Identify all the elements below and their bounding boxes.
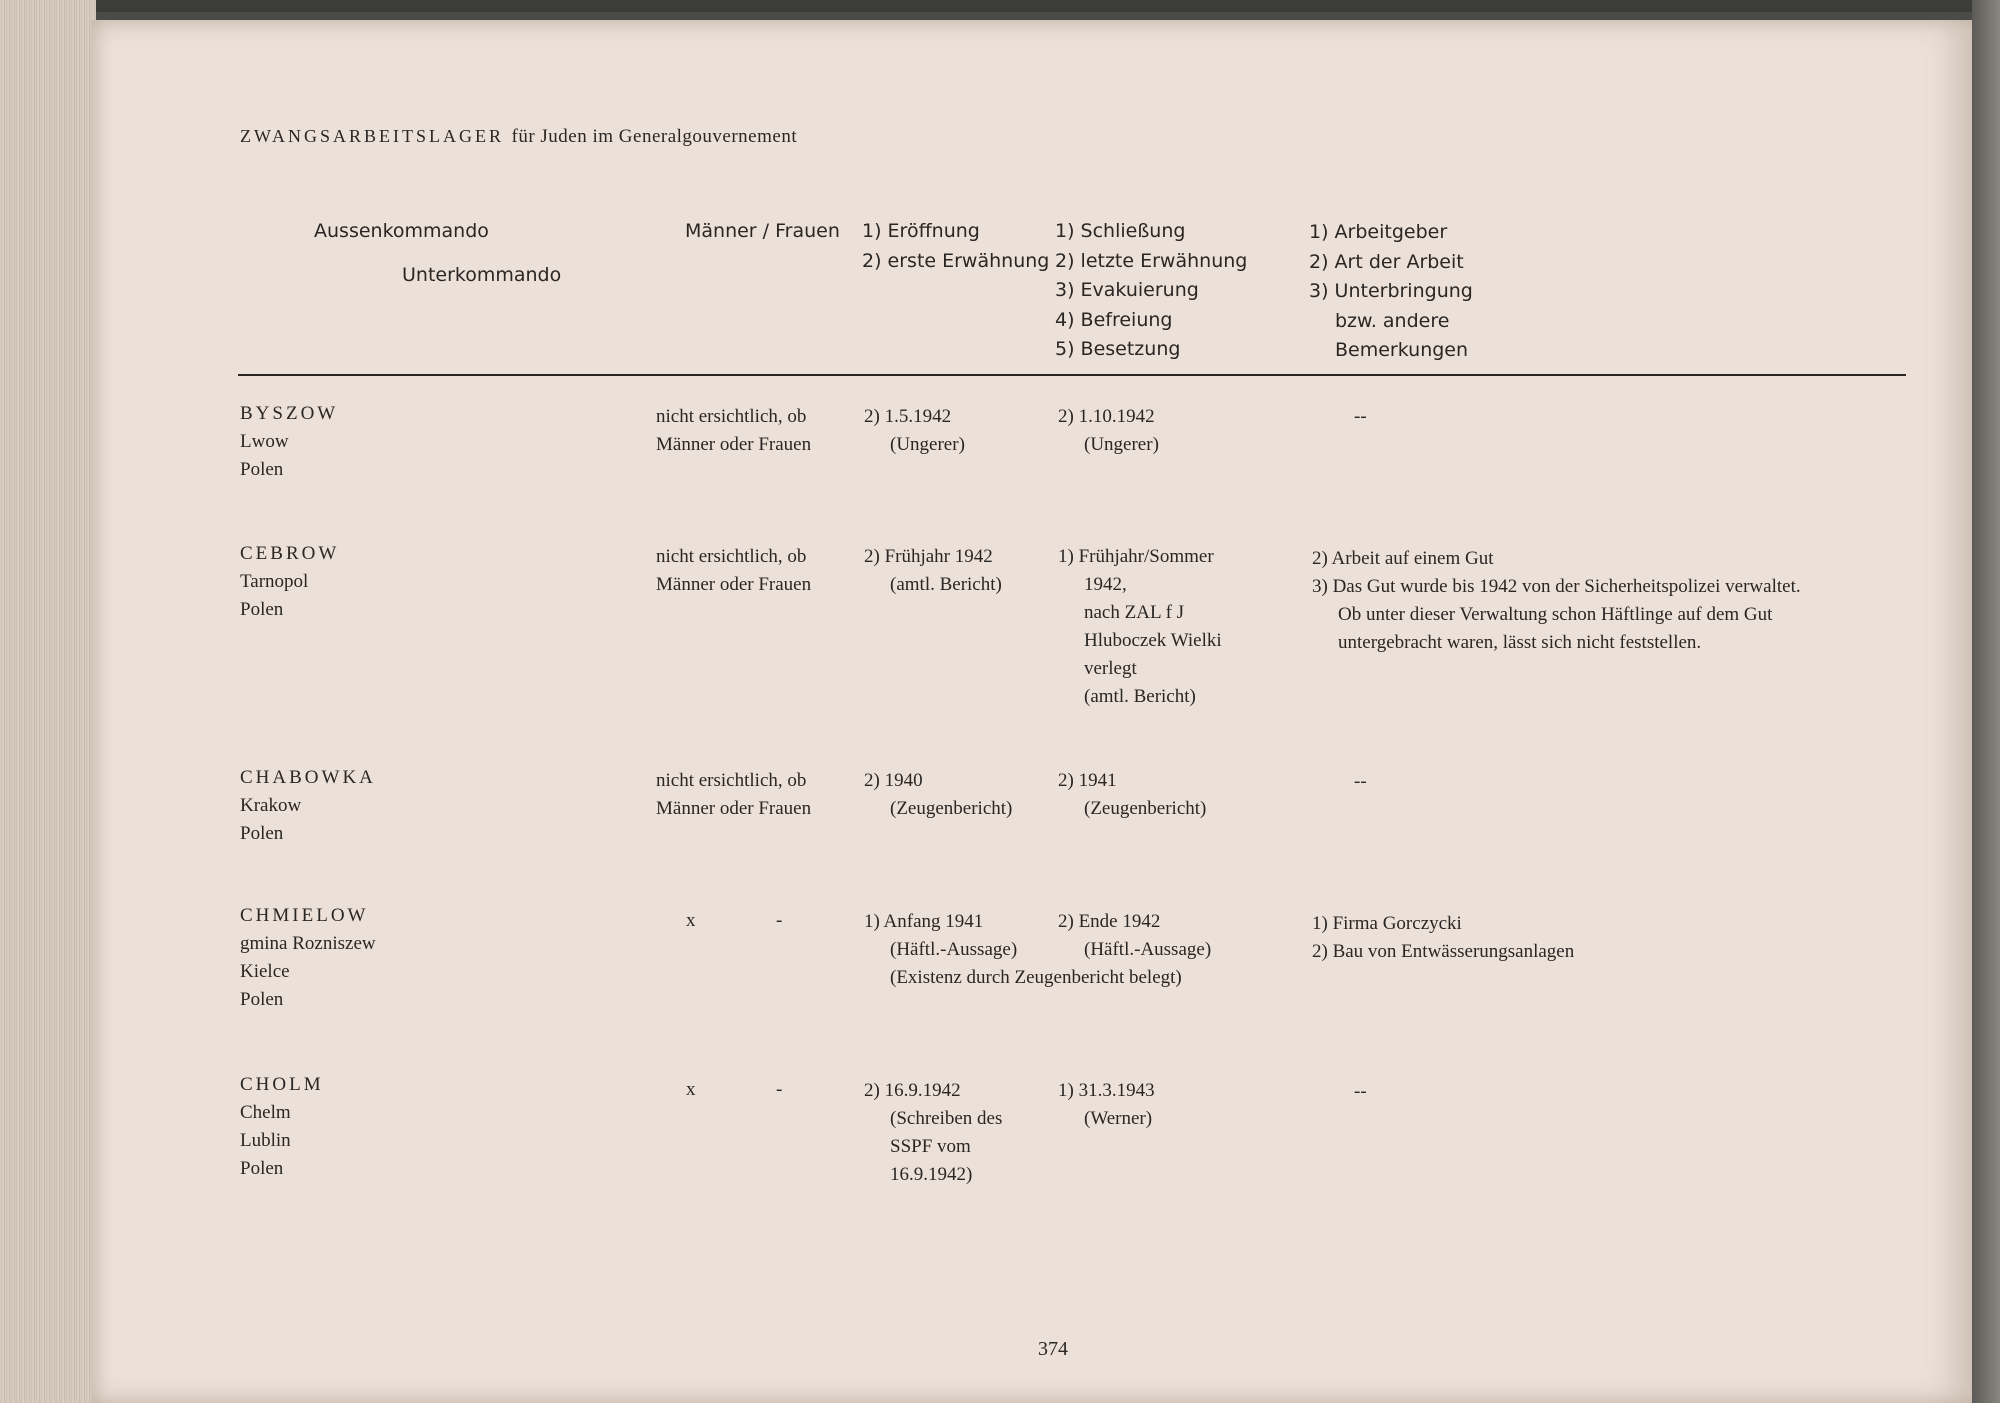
place-name: CHMIELOW — [240, 905, 369, 926]
text-line: 2) 1940 — [864, 770, 923, 791]
text-line: 2) Ende 1942 — [1058, 911, 1161, 932]
text-line: 2) 16.9.1942 — [864, 1080, 961, 1101]
text-line: 16.9.1942) — [890, 1164, 973, 1185]
text-line: Männer oder Frauen — [656, 574, 812, 595]
header-col-gender: Männer / Frauen — [685, 220, 840, 242]
row-chmielow-men: x — [686, 910, 696, 931]
text-line: nach ZAL f J — [1084, 602, 1185, 623]
header-line: 3) Evakuierung — [1055, 279, 1199, 301]
header-rule — [238, 374, 1906, 376]
place-line: Tarnopol — [240, 571, 309, 592]
text-line: 1) Frühjahr/Sommer — [1058, 546, 1214, 567]
row-byszow-remarks — [1354, 403, 1367, 431]
place-name: CHABOWKA — [240, 767, 376, 788]
text-line: -- — [1354, 771, 1367, 792]
header-col-aussenkommando: Aussenkommando — [314, 220, 489, 242]
text-line: (Häftl.-Aussage) — [1084, 939, 1212, 960]
row-cebrow-place — [240, 540, 339, 624]
row-chabowka-remarks — [1354, 768, 1367, 796]
place-line: gmina Rozniszew — [240, 933, 376, 954]
text-line: Hluboczek Wielki — [1084, 630, 1222, 651]
row-chabowka-place — [240, 764, 376, 848]
text-line: 1942, — [1084, 574, 1127, 595]
place-line: Polen — [240, 459, 284, 480]
text-line: Ob unter dieser Verwaltung schon Häftlinge auf dem Gut — [1338, 604, 1773, 625]
text-line: nicht ersichtlich, ob — [656, 406, 807, 427]
row-chabowka-closing — [1058, 767, 1206, 823]
text-line: 2) 1941 — [1058, 770, 1117, 791]
row-chmielow-women: - — [776, 910, 783, 931]
text-line: (Schreiben des — [890, 1108, 1003, 1129]
text-line: (Ungerer) — [1084, 434, 1159, 455]
place-name: BYSZOW — [240, 403, 339, 424]
place-line: Lublin — [240, 1130, 291, 1151]
row-cebrow-remarks — [1312, 545, 1801, 657]
text-line: (Ungerer) — [890, 434, 965, 455]
row-cholm-place — [240, 1071, 324, 1183]
place-line: Chelm — [240, 1102, 291, 1123]
text-line: 1) Anfang 1941 — [864, 911, 984, 932]
text-line: 3) Das Gut wurde bis 1942 von der Sicherheitspolizei verwaltet. — [1312, 576, 1801, 597]
header-col-opening — [862, 217, 1049, 276]
row-byszow-opening — [864, 403, 965, 459]
text-line: SSPF vom — [890, 1136, 971, 1157]
text-line: Männer oder Frauen — [656, 798, 812, 819]
header-col-closing — [1055, 217, 1247, 365]
title-subtitle: für Juden im Generalgouvernement — [511, 126, 798, 147]
header-line: 2) erste Erwähnung — [862, 249, 1050, 272]
text-line: nicht ersichtlich, ob — [656, 546, 807, 567]
place-name: CHOLM — [240, 1074, 324, 1095]
text-line: 2) Bau von Entwässerungsanlagen — [1312, 941, 1575, 962]
row-chmielow-closing — [1058, 908, 1211, 964]
place-line: Lwow — [240, 431, 289, 452]
scan-border-right — [1972, 0, 2000, 1403]
row-chabowka-opening — [864, 767, 1012, 823]
header-line: Bemerkungen — [1335, 339, 1469, 361]
text-line: 2) Frühjahr 1942 — [864, 546, 993, 567]
text-line: Männer oder Frauen — [656, 434, 812, 455]
header-line: 1) Eröffnung — [862, 220, 980, 242]
row-byszow-closing — [1058, 403, 1159, 459]
text-line: 2) Arbeit auf einem Gut — [1312, 548, 1494, 569]
place-line: Polen — [240, 823, 284, 844]
row-cholm-opening — [864, 1077, 1002, 1189]
text-line: nicht ersichtlich, ob — [656, 770, 807, 791]
header-line: 1) Arbeitgeber — [1309, 221, 1448, 243]
row-cholm-women: - — [776, 1079, 783, 1100]
page-title — [240, 126, 797, 148]
header-col-remarks — [1309, 218, 1473, 366]
text-line: (amtl. Bericht) — [1084, 686, 1196, 707]
page-number: 374 — [1038, 1338, 1068, 1360]
row-chmielow-place — [240, 902, 376, 1014]
place-line: Polen — [240, 989, 284, 1010]
place-line: Krakow — [240, 795, 302, 816]
header-line: 1) Schließung — [1055, 220, 1186, 242]
text-line: (Häftl.-Aussage) — [890, 939, 1018, 960]
header-line: bzw. andere — [1335, 309, 1450, 332]
scan-border-top — [0, 0, 2000, 12]
row-cholm-closing — [1058, 1077, 1155, 1133]
row-cholm-men: x — [686, 1079, 696, 1100]
row-byszow-gender — [656, 403, 811, 459]
header-col-unterkommando: Unterkommando — [402, 264, 562, 286]
row-chmielow-remarks — [1312, 910, 1574, 966]
header-line: 4) Befreiung — [1055, 308, 1173, 331]
text-line: 2) 1.5.1942 — [864, 406, 952, 427]
place-name: CEBROW — [240, 543, 340, 564]
header-line: 2) letzte Erwähnung — [1055, 249, 1248, 272]
place-line: Polen — [240, 599, 284, 620]
row-cholm-remarks — [1354, 1078, 1367, 1106]
row-cebrow-closing — [1058, 543, 1222, 711]
text-line: -- — [1354, 406, 1367, 427]
header-line: 3) Unterbringung — [1309, 280, 1473, 302]
row-cebrow-opening — [864, 543, 1002, 599]
text-line: 2) 1.10.1942 — [1058, 406, 1155, 427]
text-line: (Zeugenbericht) — [1084, 798, 1207, 819]
text-line: -- — [1354, 1081, 1367, 1102]
text-line: untergebracht waren, lässt sich nicht feststellen. — [1338, 632, 1702, 653]
place-line: Kielce — [240, 961, 290, 982]
header-line: 5) Besetzung — [1055, 338, 1181, 360]
title-main: ZWANGSARBEITSLAGER — [240, 126, 504, 146]
place-line: Polen — [240, 1158, 284, 1179]
header-line: 2) Art der Arbeit — [1309, 250, 1464, 273]
text-line: (Werner) — [1084, 1108, 1153, 1129]
text-line: verlegt — [1084, 658, 1137, 679]
row-byszow-place — [240, 400, 338, 484]
text-line: 1) Firma Gorczycki — [1312, 913, 1462, 934]
text-line: (amtl. Bericht) — [890, 574, 1002, 595]
text-line: (Zeugenbericht) — [890, 798, 1013, 819]
text-line: (Existenz durch Zeugenbericht belegt) — [890, 967, 1182, 988]
book-page-edges — [0, 0, 96, 1403]
row-chabowka-gender — [656, 767, 811, 823]
text-line: 1) 31.3.1943 — [1058, 1080, 1155, 1101]
row-cebrow-gender — [656, 543, 811, 599]
